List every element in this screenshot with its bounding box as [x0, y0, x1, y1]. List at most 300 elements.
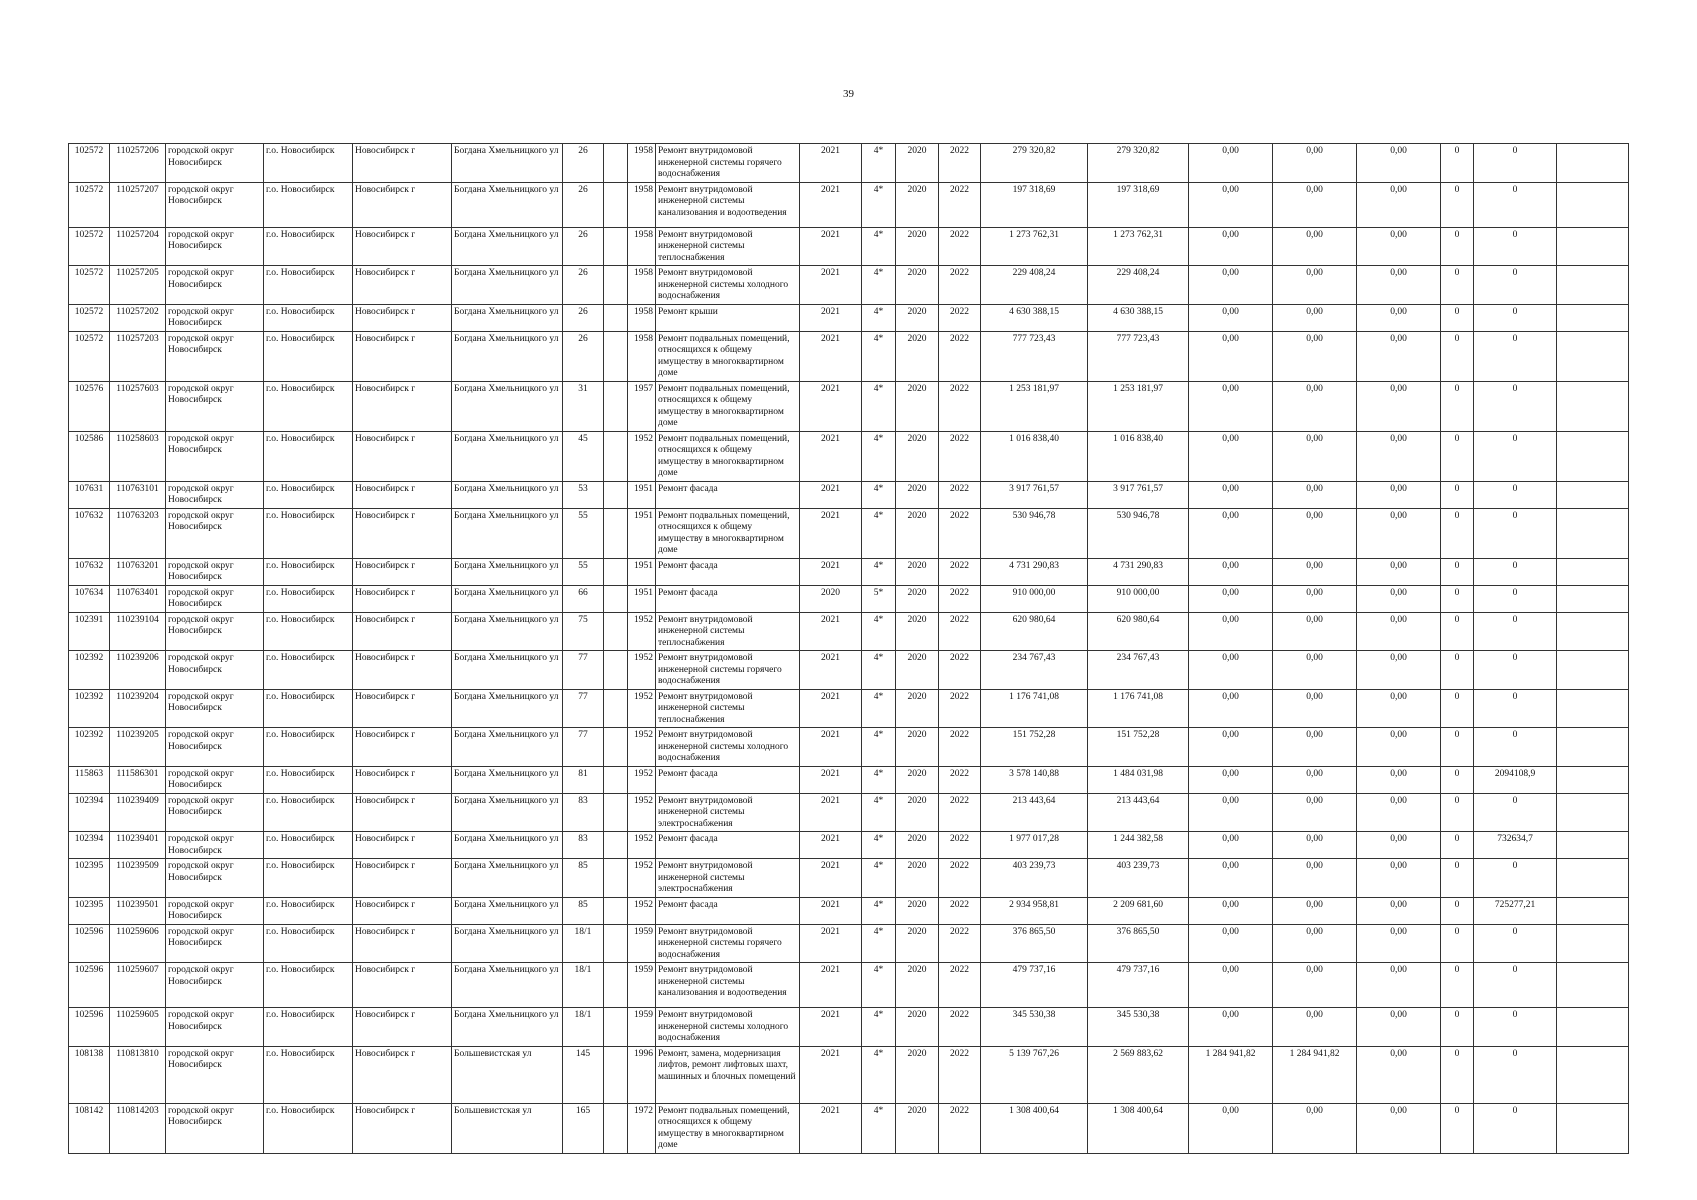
- cell-budget-amount-2: 0,00: [1273, 481, 1357, 508]
- cell-budget-amount-1: 0,00: [1189, 924, 1273, 963]
- cell-year-built: 1951: [628, 558, 656, 585]
- cell-house-number: 66: [563, 585, 604, 612]
- cell-object-id: 110258603: [110, 431, 166, 481]
- cell-owner-count: 0: [1441, 793, 1474, 832]
- cell-fund-amount: 777 723,43: [1088, 331, 1189, 381]
- cell-start-year: 2020: [896, 859, 939, 898]
- cell-end-year: 2022: [939, 1046, 981, 1103]
- cell-work-type: Ремонт внутридомовой инженерной системы холодного водоснабжения: [656, 728, 800, 767]
- cell-owner-count: 0: [1441, 728, 1474, 767]
- cell-municipality: городской округ Новосибирск: [166, 728, 264, 767]
- cell-plan-year: 2021: [800, 1008, 862, 1047]
- cell-priority: 4*: [862, 508, 896, 558]
- cell-owner-count: 0: [1441, 1103, 1474, 1153]
- table-row: [69, 431, 1629, 481]
- cell-budget-amount-2: 0,00: [1273, 832, 1357, 859]
- cell-object-id: 110257205: [110, 266, 166, 305]
- cell-building: [604, 304, 628, 331]
- cell-house-id: 102395: [69, 897, 110, 924]
- cell-end-year: 2022: [939, 508, 981, 558]
- cell-house-number: 77: [563, 651, 604, 690]
- cell-plan-year: 2021: [800, 331, 862, 381]
- cell-object-id: 110239509: [110, 859, 166, 898]
- cell-budget-amount-1: 0,00: [1189, 431, 1273, 481]
- cell-budget-amount-3: 0,00: [1357, 558, 1441, 585]
- cell-end-year: 2022: [939, 793, 981, 832]
- registry-table: [68, 143, 1629, 1154]
- table-row: [69, 689, 1629, 728]
- cell-total-cost: 279 320,82: [981, 144, 1088, 183]
- cell-total-cost: 213 443,64: [981, 793, 1088, 832]
- cell-house-number: 53: [563, 481, 604, 508]
- cell-start-year: 2020: [896, 689, 939, 728]
- cell-total-cost: 2 934 958,81: [981, 897, 1088, 924]
- table-row: [69, 924, 1629, 963]
- cell-budget-amount-1: 0,00: [1189, 728, 1273, 767]
- cell-object-id: 110763101: [110, 481, 166, 508]
- cell-priority: 4*: [862, 728, 896, 767]
- cell-owner-count: 0: [1441, 689, 1474, 728]
- cell-district: г.о. Новосибирск: [264, 585, 353, 612]
- cell-budget-amount-2: 0,00: [1273, 144, 1357, 183]
- cell-house-id: 102572: [69, 304, 110, 331]
- cell-start-year: 2020: [896, 1008, 939, 1047]
- cell-locality: Новосибирск г: [353, 144, 452, 183]
- cell-total-cost: 5 139 767,26: [981, 1046, 1088, 1103]
- cell-owner-count: 0: [1441, 859, 1474, 898]
- cell-work-type: Ремонт фасада: [656, 481, 800, 508]
- cell-budget-amount-2: 0,00: [1273, 859, 1357, 898]
- cell-note: [1557, 612, 1629, 651]
- cell-house-number: 31: [563, 381, 604, 431]
- cell-note: [1557, 1008, 1629, 1047]
- cell-start-year: 2020: [896, 963, 939, 1008]
- cell-owner-amount: 0: [1474, 227, 1557, 266]
- cell-municipality: городской округ Новосибирск: [166, 585, 264, 612]
- cell-year-built: 1952: [628, 651, 656, 690]
- cell-note: [1557, 728, 1629, 767]
- cell-house-number: 18/1: [563, 924, 604, 963]
- cell-end-year: 2022: [939, 481, 981, 508]
- cell-building: [604, 859, 628, 898]
- cell-owner-count: 0: [1441, 897, 1474, 924]
- cell-object-id: 110257203: [110, 331, 166, 381]
- cell-plan-year: 2021: [800, 481, 862, 508]
- cell-budget-amount-2: 0,00: [1273, 766, 1357, 793]
- cell-building: [604, 963, 628, 1008]
- cell-building: [604, 689, 628, 728]
- cell-note: [1557, 1103, 1629, 1153]
- cell-start-year: 2020: [896, 612, 939, 651]
- cell-year-built: 1959: [628, 1008, 656, 1047]
- cell-start-year: 2020: [896, 766, 939, 793]
- cell-fund-amount: 2 209 681,60: [1088, 897, 1189, 924]
- cell-municipality: городской округ Новосибирск: [166, 689, 264, 728]
- cell-plan-year: 2021: [800, 766, 862, 793]
- cell-work-type: Ремонт внутридомовой инженерной системы канализования и водоотведения: [656, 963, 800, 1008]
- cell-priority: 4*: [862, 651, 896, 690]
- cell-end-year: 2022: [939, 832, 981, 859]
- cell-owner-amount: 0: [1474, 381, 1557, 431]
- cell-end-year: 2022: [939, 651, 981, 690]
- cell-street: Богдана Хмельницкого ул: [452, 304, 563, 331]
- cell-work-type: Ремонт внутридомовой инженерной системы горячего водоснабжения: [656, 651, 800, 690]
- cell-owner-count: 0: [1441, 304, 1474, 331]
- cell-budget-amount-3: 0,00: [1357, 1103, 1441, 1153]
- cell-fund-amount: 151 752,28: [1088, 728, 1189, 767]
- cell-locality: Новосибирск г: [353, 924, 452, 963]
- cell-building: [604, 144, 628, 183]
- cell-note: [1557, 481, 1629, 508]
- cell-object-id: 110814203: [110, 1103, 166, 1153]
- cell-plan-year: 2021: [800, 508, 862, 558]
- cell-budget-amount-3: 0,00: [1357, 963, 1441, 1008]
- cell-street: Богдана Хмельницкого ул: [452, 689, 563, 728]
- cell-owner-amount: 0: [1474, 963, 1557, 1008]
- cell-year-built: 1951: [628, 585, 656, 612]
- cell-start-year: 2020: [896, 832, 939, 859]
- cell-owner-amount: 0: [1474, 331, 1557, 381]
- cell-end-year: 2022: [939, 227, 981, 266]
- cell-budget-amount-1: 0,00: [1189, 508, 1273, 558]
- cell-house-number: 26: [563, 144, 604, 183]
- cell-total-cost: 229 408,24: [981, 266, 1088, 305]
- cell-locality: Новосибирск г: [353, 481, 452, 508]
- cell-budget-amount-3: 0,00: [1357, 793, 1441, 832]
- cell-locality: Новосибирск г: [353, 304, 452, 331]
- cell-owner-count: 0: [1441, 832, 1474, 859]
- cell-budget-amount-3: 0,00: [1357, 481, 1441, 508]
- cell-owner-count: 0: [1441, 651, 1474, 690]
- cell-street: Богдана Хмельницкого ул: [452, 481, 563, 508]
- cell-budget-amount-1: 0,00: [1189, 651, 1273, 690]
- cell-district: г.о. Новосибирск: [264, 1046, 353, 1103]
- cell-budget-amount-2: 0,00: [1273, 227, 1357, 266]
- cell-priority: 4*: [862, 832, 896, 859]
- cell-year-built: 1959: [628, 963, 656, 1008]
- cell-year-built: 1951: [628, 508, 656, 558]
- cell-plan-year: 2021: [800, 182, 862, 227]
- cell-owner-count: 0: [1441, 585, 1474, 612]
- cell-work-type: Ремонт подвальных помещений, относящихся к общему имуществу в многоквартирном доме: [656, 381, 800, 431]
- cell-total-cost: 4 630 388,15: [981, 304, 1088, 331]
- cell-work-type: Ремонт внутридомовой инженерной системы электроснабжения: [656, 793, 800, 832]
- cell-end-year: 2022: [939, 897, 981, 924]
- cell-locality: Новосибирск г: [353, 689, 452, 728]
- table-row: [69, 832, 1629, 859]
- cell-note: [1557, 144, 1629, 183]
- cell-start-year: 2020: [896, 144, 939, 183]
- cell-note: [1557, 859, 1629, 898]
- cell-owner-count: 0: [1441, 508, 1474, 558]
- cell-end-year: 2022: [939, 331, 981, 381]
- cell-district: г.о. Новосибирск: [264, 1103, 353, 1153]
- cell-priority: 4*: [862, 481, 896, 508]
- cell-year-built: 1952: [628, 793, 656, 832]
- cell-note: [1557, 766, 1629, 793]
- cell-total-cost: 1 308 400,64: [981, 1103, 1088, 1153]
- cell-locality: Новосибирск г: [353, 793, 452, 832]
- cell-priority: 4*: [862, 304, 896, 331]
- cell-end-year: 2022: [939, 1008, 981, 1047]
- cell-street: Богдана Хмельницкого ул: [452, 766, 563, 793]
- cell-fund-amount: 229 408,24: [1088, 266, 1189, 305]
- cell-building: [604, 508, 628, 558]
- cell-work-type: Ремонт подвальных помещений, относящихся к общему имуществу в многоквартирном доме: [656, 431, 800, 481]
- cell-street: Богдана Хмельницкого ул: [452, 963, 563, 1008]
- cell-house-id: 102391: [69, 612, 110, 651]
- cell-year-built: 1972: [628, 1103, 656, 1153]
- cell-total-cost: 530 946,78: [981, 508, 1088, 558]
- cell-fund-amount: 620 980,64: [1088, 612, 1189, 651]
- cell-municipality: городской округ Новосибирск: [166, 963, 264, 1008]
- cell-budget-amount-3: 0,00: [1357, 612, 1441, 651]
- cell-house-number: 145: [563, 1046, 604, 1103]
- cell-total-cost: 234 767,43: [981, 651, 1088, 690]
- cell-note: [1557, 832, 1629, 859]
- cell-start-year: 2020: [896, 1046, 939, 1103]
- cell-budget-amount-3: 0,00: [1357, 1046, 1441, 1103]
- cell-district: г.о. Новосибирск: [264, 651, 353, 690]
- cell-owner-amount: 0: [1474, 728, 1557, 767]
- cell-note: [1557, 304, 1629, 331]
- cell-district: г.о. Новосибирск: [264, 793, 353, 832]
- cell-budget-amount-2: 0,00: [1273, 331, 1357, 381]
- cell-house-id: 115863: [69, 766, 110, 793]
- cell-year-built: 1951: [628, 481, 656, 508]
- cell-object-id: 110239206: [110, 651, 166, 690]
- cell-street: Богдана Хмельницкого ул: [452, 508, 563, 558]
- cell-start-year: 2020: [896, 182, 939, 227]
- cell-object-id: 110763401: [110, 585, 166, 612]
- cell-owner-count: 0: [1441, 227, 1474, 266]
- cell-year-built: 1958: [628, 144, 656, 183]
- cell-budget-amount-1: 0,00: [1189, 897, 1273, 924]
- cell-note: [1557, 689, 1629, 728]
- cell-year-built: 1958: [628, 331, 656, 381]
- cell-budget-amount-3: 0,00: [1357, 381, 1441, 431]
- cell-owner-amount: 0: [1474, 1103, 1557, 1153]
- table-row: [69, 963, 1629, 1008]
- cell-building: [604, 558, 628, 585]
- cell-budget-amount-2: 0,00: [1273, 266, 1357, 305]
- cell-owner-amount: 0: [1474, 585, 1557, 612]
- cell-end-year: 2022: [939, 182, 981, 227]
- cell-municipality: городской округ Новосибирск: [166, 1046, 264, 1103]
- cell-street: Богдана Хмельницкого ул: [452, 924, 563, 963]
- cell-budget-amount-2: 0,00: [1273, 728, 1357, 767]
- cell-owner-amount: 0: [1474, 266, 1557, 305]
- cell-district: г.о. Новосибирск: [264, 381, 353, 431]
- cell-budget-amount-3: 0,00: [1357, 182, 1441, 227]
- cell-work-type: Ремонт внутридомовой инженерной системы теплоснабжения: [656, 612, 800, 651]
- cell-locality: Новосибирск г: [353, 963, 452, 1008]
- cell-plan-year: 2021: [800, 266, 862, 305]
- cell-start-year: 2020: [896, 431, 939, 481]
- cell-budget-amount-3: 0,00: [1357, 227, 1441, 266]
- cell-end-year: 2022: [939, 924, 981, 963]
- cell-year-built: 1958: [628, 304, 656, 331]
- cell-owner-amount: 0: [1474, 924, 1557, 963]
- cell-object-id: 110257202: [110, 304, 166, 331]
- cell-locality: Новосибирск г: [353, 1046, 452, 1103]
- table-row: [69, 859, 1629, 898]
- cell-budget-amount-3: 0,00: [1357, 897, 1441, 924]
- cell-priority: 4*: [862, 558, 896, 585]
- cell-fund-amount: 403 239,73: [1088, 859, 1189, 898]
- cell-end-year: 2022: [939, 728, 981, 767]
- cell-budget-amount-2: 0,00: [1273, 585, 1357, 612]
- cell-start-year: 2020: [896, 897, 939, 924]
- cell-year-built: 1952: [628, 832, 656, 859]
- cell-work-type: Ремонт внутридомовой инженерной системы холодного водоснабжения: [656, 1008, 800, 1047]
- cell-priority: 4*: [862, 227, 896, 266]
- cell-note: [1557, 227, 1629, 266]
- cell-budget-amount-1: 0,00: [1189, 481, 1273, 508]
- cell-budget-amount-1: 0,00: [1189, 1103, 1273, 1153]
- cell-end-year: 2022: [939, 689, 981, 728]
- cell-street: Богдана Хмельницкого ул: [452, 859, 563, 898]
- cell-house-number: 18/1: [563, 963, 604, 1008]
- cell-priority: 4*: [862, 859, 896, 898]
- cell-street: Богдана Хмельницкого ул: [452, 585, 563, 612]
- cell-plan-year: 2021: [800, 304, 862, 331]
- cell-owner-amount: 725277,21: [1474, 897, 1557, 924]
- cell-note: [1557, 651, 1629, 690]
- cell-building: [604, 266, 628, 305]
- cell-owner-count: 0: [1441, 182, 1474, 227]
- cell-district: г.о. Новосибирск: [264, 331, 353, 381]
- cell-fund-amount: 1 253 181,97: [1088, 381, 1189, 431]
- cell-municipality: городской округ Новосибирск: [166, 558, 264, 585]
- cell-owner-amount: 0: [1474, 1008, 1557, 1047]
- cell-budget-amount-2: 0,00: [1273, 793, 1357, 832]
- cell-house-id: 102572: [69, 182, 110, 227]
- cell-budget-amount-1: 0,00: [1189, 963, 1273, 1008]
- cell-priority: 4*: [862, 331, 896, 381]
- cell-district: г.о. Новосибирск: [264, 832, 353, 859]
- table-row: [69, 331, 1629, 381]
- table-row: [69, 304, 1629, 331]
- cell-start-year: 2020: [896, 651, 939, 690]
- cell-work-type: Ремонт внутридомовой инженерной системы горячего водоснабжения: [656, 924, 800, 963]
- cell-plan-year: 2021: [800, 612, 862, 651]
- cell-house-number: 83: [563, 793, 604, 832]
- cell-note: [1557, 182, 1629, 227]
- cell-year-built: 1958: [628, 266, 656, 305]
- cell-locality: Новосибирск г: [353, 832, 452, 859]
- cell-district: г.о. Новосибирск: [264, 481, 353, 508]
- cell-fund-amount: 345 530,38: [1088, 1008, 1189, 1047]
- table-row: [69, 481, 1629, 508]
- cell-priority: 4*: [862, 766, 896, 793]
- cell-building: [604, 1046, 628, 1103]
- cell-budget-amount-2: 0,00: [1273, 1103, 1357, 1153]
- cell-municipality: городской округ Новосибирск: [166, 144, 264, 183]
- cell-start-year: 2020: [896, 1103, 939, 1153]
- cell-fund-amount: 1 484 031,98: [1088, 766, 1189, 793]
- cell-building: [604, 331, 628, 381]
- cell-budget-amount-1: 0,00: [1189, 689, 1273, 728]
- cell-house-number: 26: [563, 227, 604, 266]
- cell-district: г.о. Новосибирск: [264, 728, 353, 767]
- cell-fund-amount: 4 630 388,15: [1088, 304, 1189, 331]
- cell-work-type: Ремонт внутридомовой инженерной системы теплоснабжения: [656, 689, 800, 728]
- cell-budget-amount-3: 0,00: [1357, 651, 1441, 690]
- cell-end-year: 2022: [939, 859, 981, 898]
- cell-building: [604, 793, 628, 832]
- cell-year-built: 1952: [628, 612, 656, 651]
- table-row: [69, 182, 1629, 227]
- cell-budget-amount-2: 0,00: [1273, 558, 1357, 585]
- cell-owner-amount: 0: [1474, 859, 1557, 898]
- cell-fund-amount: 479 737,16: [1088, 963, 1189, 1008]
- cell-year-built: 1959: [628, 924, 656, 963]
- cell-fund-amount: 213 443,64: [1088, 793, 1189, 832]
- cell-building: [604, 766, 628, 793]
- cell-district: г.о. Новосибирск: [264, 689, 353, 728]
- cell-note: [1557, 793, 1629, 832]
- cell-note: [1557, 266, 1629, 305]
- cell-district: г.о. Новосибирск: [264, 304, 353, 331]
- cell-plan-year: 2021: [800, 1046, 862, 1103]
- table-row: [69, 585, 1629, 612]
- cell-total-cost: 479 737,16: [981, 963, 1088, 1008]
- cell-object-id: 110257207: [110, 182, 166, 227]
- cell-start-year: 2020: [896, 793, 939, 832]
- cell-budget-amount-1: 0,00: [1189, 381, 1273, 431]
- cell-owner-count: 0: [1441, 144, 1474, 183]
- cell-work-type: Ремонт внутридомовой инженерной системы электроснабжения: [656, 859, 800, 898]
- cell-owner-amount: 2094108,9: [1474, 766, 1557, 793]
- cell-municipality: городской округ Новосибирск: [166, 431, 264, 481]
- cell-end-year: 2022: [939, 963, 981, 1008]
- cell-fund-amount: 234 767,43: [1088, 651, 1189, 690]
- cell-plan-year: 2021: [800, 431, 862, 481]
- cell-municipality: городской округ Новосибирск: [166, 331, 264, 381]
- cell-plan-year: 2021: [800, 728, 862, 767]
- cell-street: Богдана Хмельницкого ул: [452, 431, 563, 481]
- cell-district: г.о. Новосибирск: [264, 182, 353, 227]
- cell-street: Богдана Хмельницкого ул: [452, 832, 563, 859]
- cell-plan-year: 2020: [800, 585, 862, 612]
- cell-house-number: 83: [563, 832, 604, 859]
- cell-house-number: 26: [563, 182, 604, 227]
- cell-note: [1557, 897, 1629, 924]
- cell-year-built: 1996: [628, 1046, 656, 1103]
- cell-owner-amount: 732634,7: [1474, 832, 1557, 859]
- cell-district: г.о. Новосибирск: [264, 612, 353, 651]
- cell-start-year: 2020: [896, 924, 939, 963]
- cell-house-id: 102395: [69, 859, 110, 898]
- cell-plan-year: 2021: [800, 689, 862, 728]
- cell-owner-count: 0: [1441, 558, 1474, 585]
- cell-building: [604, 227, 628, 266]
- cell-owner-count: 0: [1441, 924, 1474, 963]
- cell-locality: Новосибирск г: [353, 651, 452, 690]
- cell-fund-amount: 376 865,50: [1088, 924, 1189, 963]
- cell-budget-amount-2: 0,00: [1273, 612, 1357, 651]
- cell-house-id: 102576: [69, 381, 110, 431]
- cell-plan-year: 2021: [800, 1103, 862, 1153]
- cell-total-cost: 620 980,64: [981, 612, 1088, 651]
- cell-locality: Новосибирск г: [353, 266, 452, 305]
- cell-house-id: 102586: [69, 431, 110, 481]
- cell-budget-amount-2: 0,00: [1273, 897, 1357, 924]
- cell-locality: Новосибирск г: [353, 558, 452, 585]
- cell-municipality: городской округ Новосибирск: [166, 924, 264, 963]
- cell-budget-amount-3: 0,00: [1357, 144, 1441, 183]
